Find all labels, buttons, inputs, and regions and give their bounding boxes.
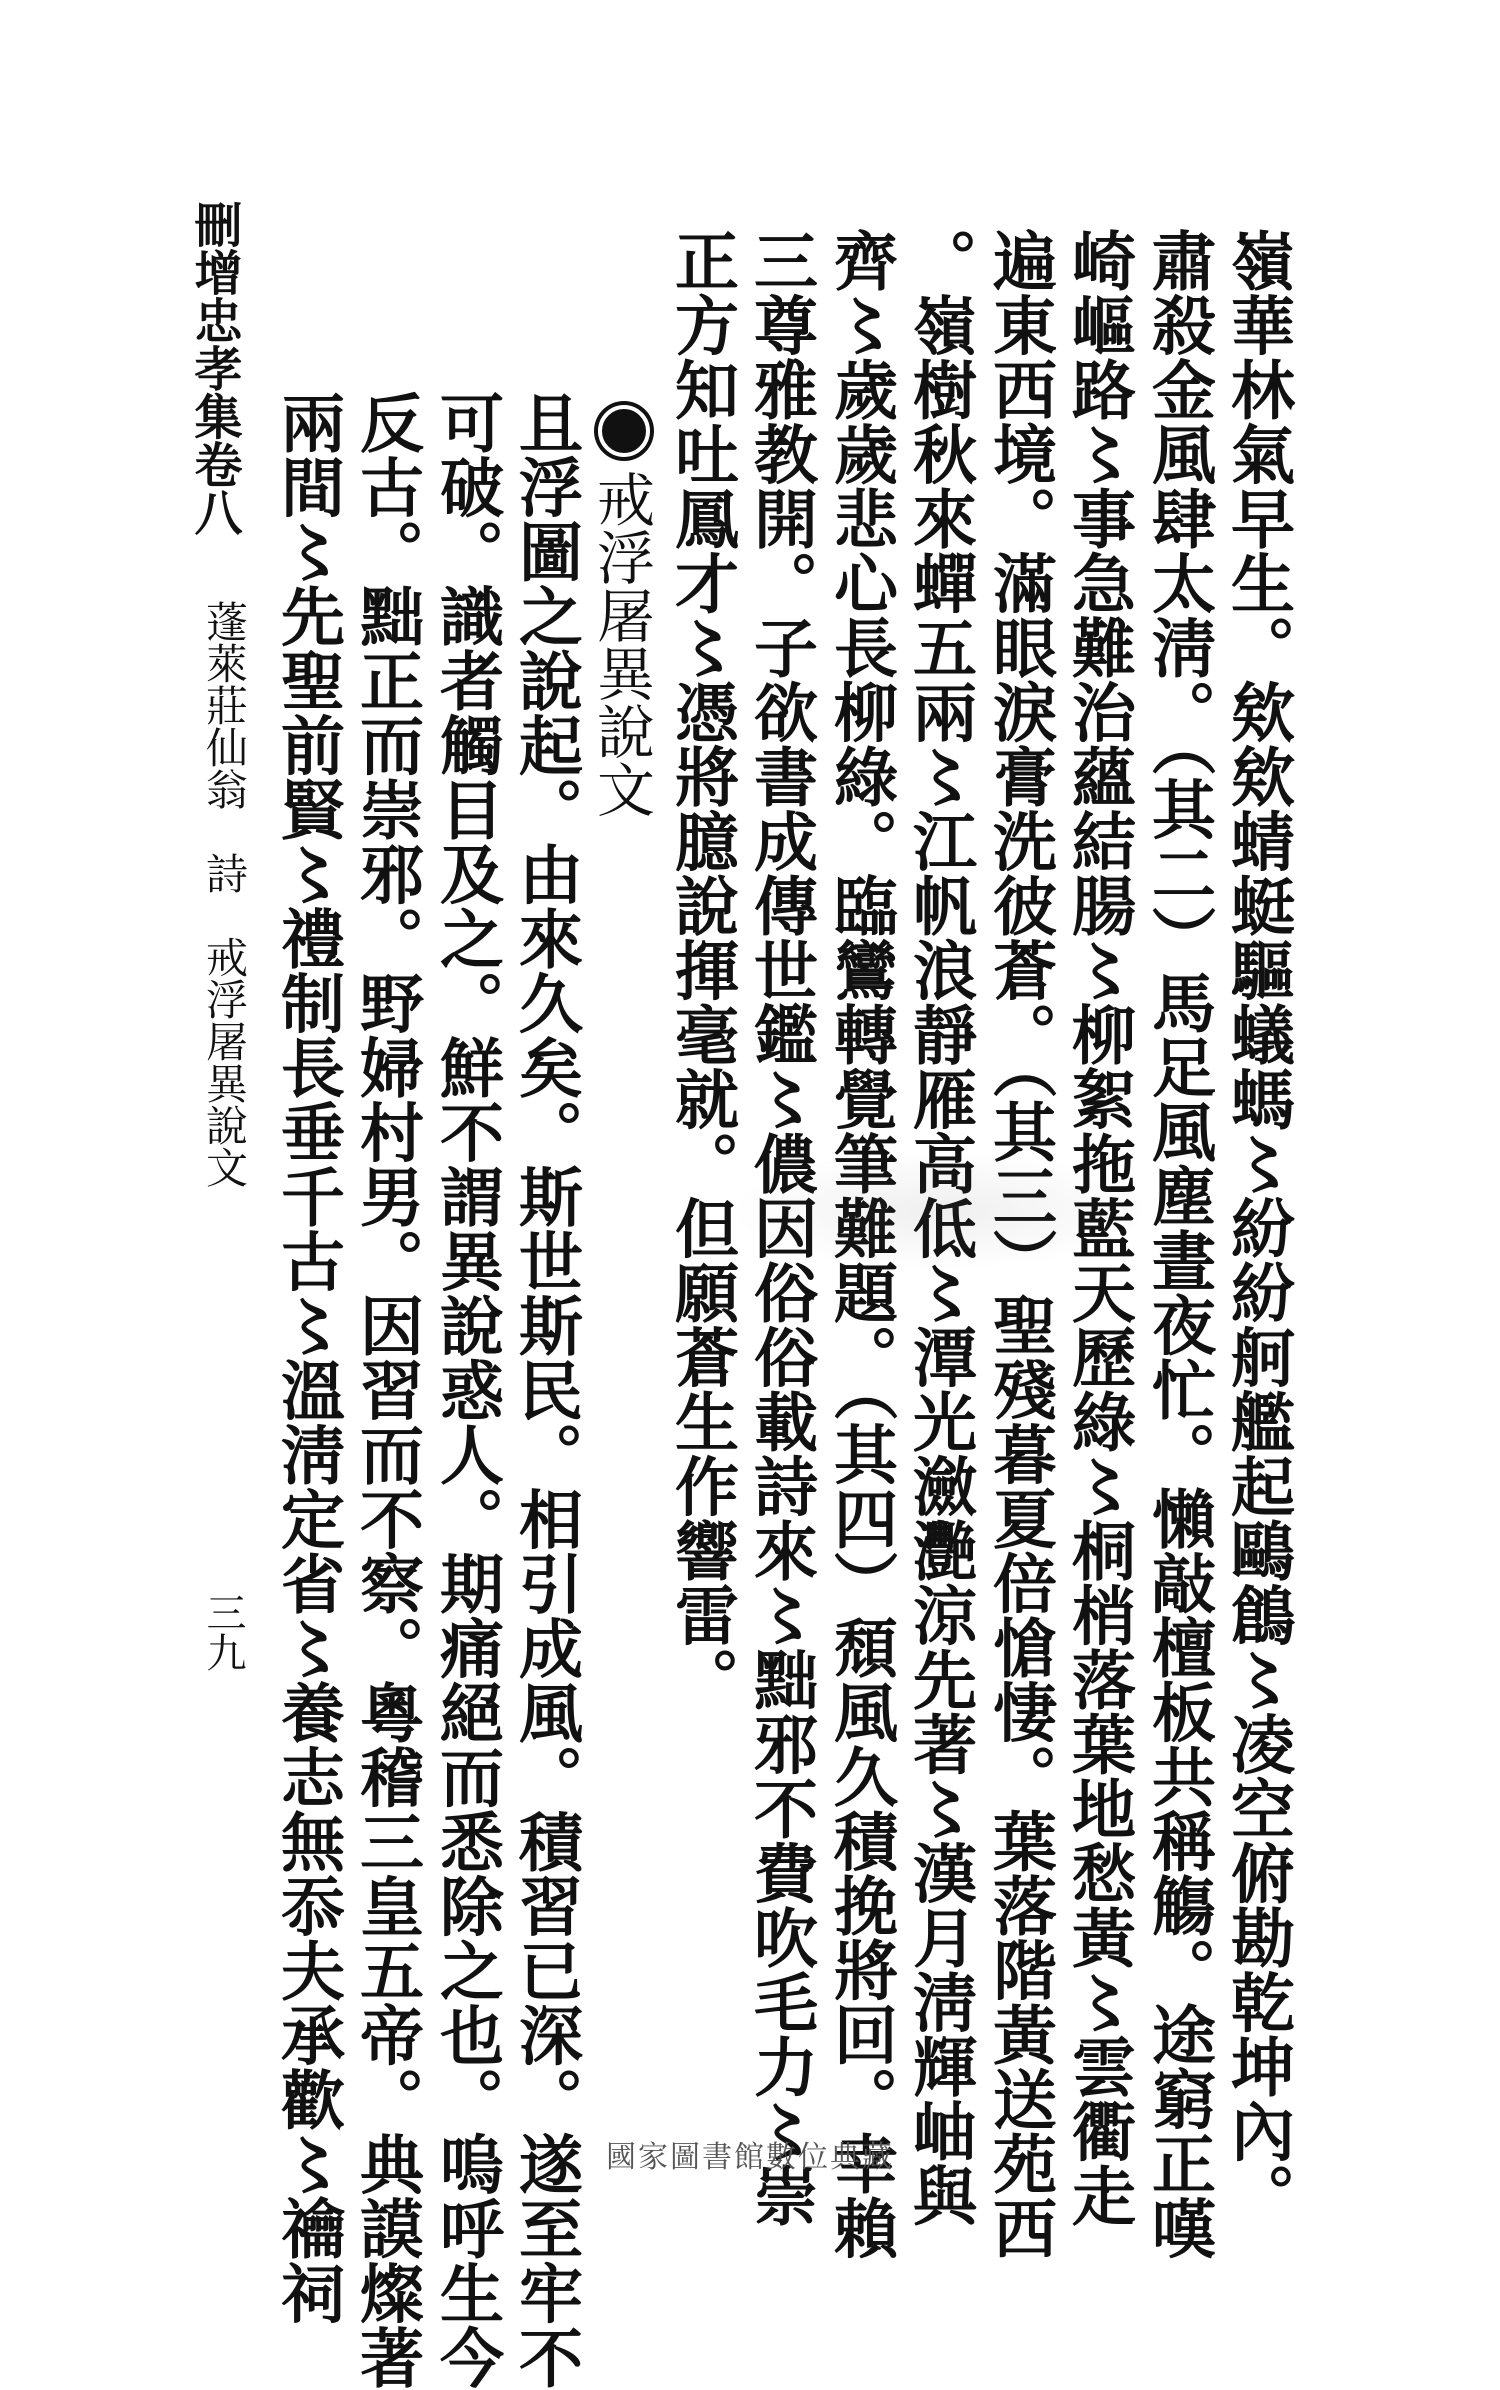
- title-bullet-icon: [598, 405, 650, 457]
- poem-column-7: 三尊雅教開。子欲書成傳世鑑〻儂因俗俗載詩來〻黜邪不費吹毛力〻崇: [743, 228, 818, 2228]
- essay-column-3: 反古。黜正而崇邪。野婦村男。因習而不察。粵稽三皇五帝。典謨燦著: [349, 390, 424, 2390]
- poem-column-5: 。嶺樹秋來蟬五兩〻江帆浪靜雁高低〻潭光瀲灧涼先著〻漢月淸輝岫與: [902, 228, 977, 2228]
- section-label: 蓬萊莊仙翁 詩 戒浮屠異說文: [200, 600, 249, 1188]
- essay-column-1: 且浮圖之說起。由來久矣。斯世斯民。相引成風。積習已深。遂至牢不: [508, 390, 583, 2390]
- page-number: 三九: [200, 1592, 246, 1672]
- poem-column-6: 齊〻歲歲悲心長柳綠。臨鸞轉覺筆難題。（其四）頹風久積挽將回。幸賴: [823, 228, 898, 2260]
- essay-column-2: 可破。識者觸目及之。鮮不謂異說惑人。期痛絕而悉除之也。嗚呼生今: [429, 390, 504, 2390]
- poem-column-3: 崎嶇路〻事急難治蘊結腸〻柳絮拖藍天歷綠〻桐梢落葉地愁黃〻雲衢走: [1061, 228, 1136, 2228]
- poem-column-4: 遍東西境。滿眼淚膏洗彼蒼。（其三）聖殘暮夏倍愴悽。葉落階黃送苑西: [982, 228, 1057, 2260]
- essay-title: 戒浮屠異說文: [587, 470, 655, 818]
- essay-column-4: 兩間〻先聖前賢〻禮制長垂千古〻溫淸定省〻養志無忝夫承歡〻禴祠: [270, 390, 345, 2325]
- poem-column-8: 正方知吐鳳才〻憑將臆說揮毫就。但願蒼生作響雷。: [664, 228, 739, 1712]
- footer-credit: 國家圖書館數位典藏: [606, 2140, 894, 2175]
- book-title: 刪增忠孝集卷八: [186, 200, 242, 536]
- poem-column-1: 嶺華林氣早生。欸欸蜻蜓驅蟻螞〻紛紛舸艦起鷗鶬〻凌空俯勘乾坤內。: [1220, 228, 1295, 2228]
- poem-column-2: 肅殺金風肆太淸。（其二）馬足風塵晝夜忙。懶敲檀板共稱觴。途窮正嘆: [1141, 228, 1216, 2260]
